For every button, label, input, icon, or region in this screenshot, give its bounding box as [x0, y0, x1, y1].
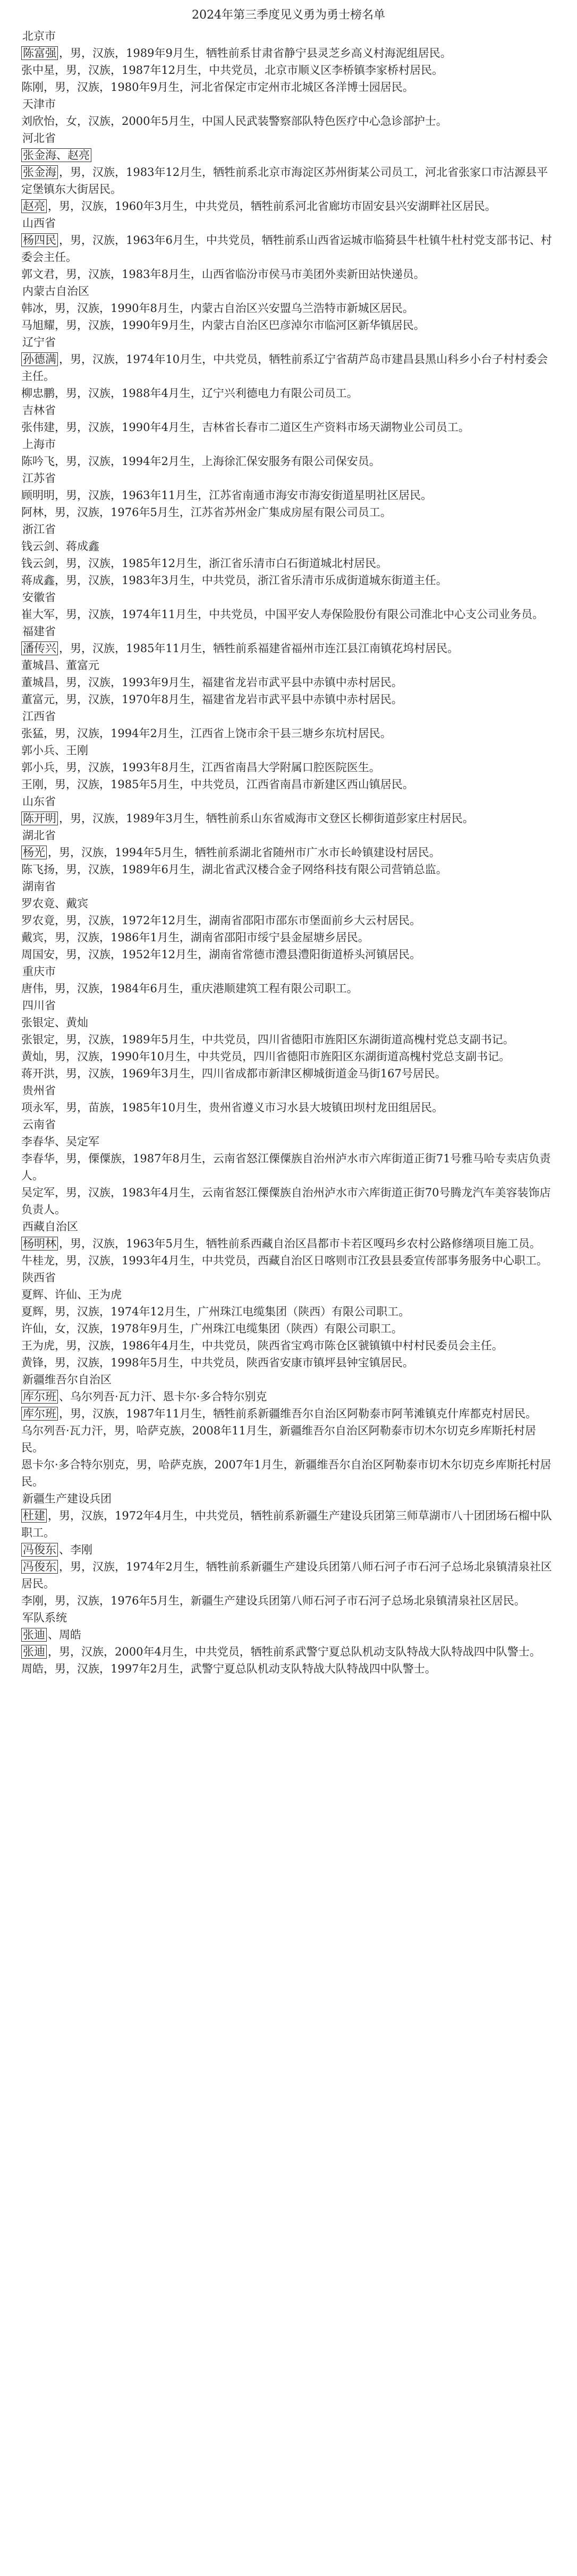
line-text: 张银定，男，汉族，1989年5月生，中共党员，四川省德阳市旌阳区东湖街道高槐村党总支副书记。 [21, 1033, 514, 1046]
region-heading [21, 1371, 556, 1388]
line-text: 韩冰，男，汉族，1990年8月生，内蒙古自治区兴安盟乌兰浩特市新城区居民。 [21, 302, 414, 315]
line-text: 陈刚，男，汉族，1980年9月生，河北省保定市定州市北城区各洋博士园居民。 [21, 81, 414, 94]
line-text: 张银定、黄灿 [21, 1016, 88, 1029]
line-text: 周皓，男，汉族，1997年2月生，武警宁夏总队机动支队特战大队特战四中队警士。 [21, 1662, 436, 1675]
line-text: 湖南省 [22, 880, 56, 893]
person-entry [21, 385, 556, 402]
person-entry [21, 606, 556, 623]
highlighted-name: 冯俊东 [21, 1560, 58, 1574]
person-entry [21, 1252, 556, 1269]
person-entry [21, 317, 556, 334]
line-text: 蒋成鑫，男，汉族，1983年3月生，中共党员，浙江省乐清市乐成街道城东街道主任。 [21, 574, 447, 587]
line-text: 内蒙古自治区 [22, 285, 89, 298]
person-entry [21, 1065, 556, 1082]
line-text: 柳忠鹏，男，汉族，1988年4月生，辽宁兴利德电力有限公司员工。 [21, 387, 358, 400]
line-text: 西藏自治区 [22, 1220, 78, 1233]
line-text: 黄灿，男，汉族，1990年10月生，中共党员，四川省德阳市旌阳区东湖街道高槐村党总支副书记。 [21, 1050, 511, 1063]
line-text: 四川省 [22, 999, 56, 1012]
person-entry [21, 674, 556, 691]
person-entry [21, 912, 556, 929]
person-entry [21, 487, 556, 504]
person-entry [21, 810, 556, 827]
highlighted-name: 赵亮 [21, 199, 47, 213]
line-text: ，男，汉族，1974年10月生，中共党员，牺牲前系辽宁省葫芦岛市建昌县黑山科乡小台子村村委会主任。 [21, 353, 548, 383]
line-text: 云南省 [22, 1118, 56, 1131]
line-text: 辽宁省 [22, 336, 56, 349]
person-entry [21, 1558, 556, 1592]
region-heading [21, 283, 556, 300]
person-entry [21, 453, 556, 470]
region-heading [21, 1490, 556, 1507]
person-entry [21, 351, 556, 385]
person-entry [21, 419, 556, 436]
person-entry [21, 946, 556, 963]
region-heading [21, 470, 556, 487]
line-text: 钱云剑，男，汉族，1985年12月生，浙江省乐清市白石街道城北村居民。 [21, 557, 388, 570]
highlighted-name: 孙德满 [21, 352, 58, 366]
line-text: 董城昌，男，汉族，1993年9月生，福建省龙岩市武平县中赤镇中赤村居民。 [21, 676, 403, 689]
line-text: 恩卡尔·多合特尔别克，男，哈萨克族，2007年1月生，新疆维吾尔自治区阿勒泰市切木尔切克乡库斯托村居民。 [21, 1458, 551, 1488]
region-heading [21, 589, 556, 606]
line-text: 李刚，男，汉族，1976年5月生，新疆生产建设兵团第八师石河子市石河子总场北泉镇清泉社区居民。 [21, 1594, 525, 1607]
region-heading [21, 793, 556, 810]
person-entry [21, 555, 556, 572]
line-text: 吉林省 [22, 404, 56, 417]
region-heading [21, 402, 556, 419]
highlighted-name: 张迪 [21, 1628, 47, 1642]
line-text: 浙江省 [22, 523, 56, 536]
person-entry [21, 844, 556, 861]
person-entry [21, 504, 556, 521]
line-text: 项永军，男，苗族，1985年10月生，贵州省遵义市习水县大坡镇田坝村龙田组居民。 [21, 1101, 444, 1114]
line-text: 乌尔列吾·瓦力汗，男，哈萨克族，2008年11月生，新疆维吾尔自治区阿勒泰市切木尔切克乡库斯托村居民。 [21, 1424, 536, 1454]
line-text: 郭文君，男，汉族，1983年8月生，山西省临汾市侯马市美团外卖新田站快递员。 [21, 268, 425, 281]
person-entry [21, 113, 556, 130]
line-text: ，男，汉族，1963年6月生，中共党员，牺牲前系山西省运城市临猗县牛杜镇牛杜村党支部书记、村委会主任。 [21, 234, 552, 264]
line-text: 北京市 [22, 30, 56, 43]
person-entry [21, 1592, 556, 1609]
line-text: 李春华，男，傈僳族，1987年8月生，云南省怒江傈僳族自治州泸水市六库街道正街71号雅马哈专卖店负责人。 [21, 1152, 551, 1182]
line-text: 戴宾，男，汉族，1986年1月生，湖南省邵阳市绥宁县金屋塘乡居民。 [21, 931, 369, 944]
line-text: 江西省 [22, 710, 56, 723]
group-heading [21, 742, 556, 759]
highlighted-name: 杨明林 [21, 1237, 58, 1251]
line-text: 董城昌、董富元 [21, 659, 99, 672]
person-entry [21, 300, 556, 317]
region-heading [21, 1082, 556, 1099]
region-heading [21, 521, 556, 538]
person-entry [21, 1184, 556, 1218]
group-heading [21, 1626, 556, 1643]
line-text: 天津市 [22, 98, 56, 111]
line-text: 张伟建，男，汉族，1990年4月生，吉林省长春市二道区生产资料市场天湖物业公司员工。 [21, 421, 470, 434]
line-text: 陈飞扬，男，汉族，1989年6月生，湖北省武汉楼合金子网络科技有限公司营销总监。 [21, 863, 447, 876]
line-text: 钱云剑、蒋成鑫 [21, 540, 99, 553]
highlighted-name: 冯俊东 [21, 1543, 58, 1557]
group-heading [21, 657, 556, 674]
line-text: 夏辉、许仙、王为虎 [21, 1288, 122, 1301]
person-entry [21, 1303, 556, 1320]
person-entry [21, 266, 556, 283]
highlighted-name: 库尔班 [21, 1390, 58, 1404]
person-entry [21, 929, 556, 946]
line-text: 周国安，男，汉族，1952年12月生，湖南省常德市澧县澧阳街道桥头河镇居民。 [21, 948, 421, 961]
person-entry [21, 861, 556, 878]
person-entry [21, 1337, 556, 1354]
line-text: 吴定军，男，汉族，1983年4月生，云南省怒江傈僳族自治州泸水市六库街道正街70号腾龙汽车美容装饰店负责人。 [21, 1186, 551, 1216]
person-entry [21, 45, 556, 62]
highlighted-name: 杨光 [21, 846, 47, 859]
line-text: 刘欣怡，女，汉族，2000年5月生，中国人民武装警察部队特色医疗中心急诊部护士。 [21, 115, 447, 128]
region-heading [21, 1116, 556, 1133]
region-heading [21, 96, 556, 113]
line-text: 张中星，男，汉族，1987年12月生，中共党员，北京市顺义区李桥镇李家桥村居民。 [21, 64, 444, 77]
region-heading [21, 708, 556, 725]
line-text: 郭小兵、王刚 [21, 744, 88, 757]
person-entry [21, 79, 556, 96]
line-text: ，男，汉族，1989年3月生，牺牲前系山东省威海市文登区长柳街道彭家庄村居民。 [59, 812, 474, 825]
highlighted-name: 陈开明 [21, 812, 58, 825]
person-entry [21, 1031, 556, 1048]
person-entry [21, 776, 556, 793]
highlighted-name: 库尔班 [21, 1407, 58, 1421]
highlighted-name: 张迪 [21, 1645, 47, 1659]
person-entry [21, 1235, 556, 1252]
line-text: 夏辉，男，汉族，1974年12月生，广州珠江电缆集团（陕西）有限公司职工。 [21, 1305, 410, 1318]
line-text: 马旭耀，男，汉族，1990年9月生，内蒙古自治区巴彦淖尔市临河区新华镇居民。 [21, 319, 425, 332]
group-heading [21, 1388, 556, 1405]
region-heading [21, 215, 556, 232]
group-heading [21, 1286, 556, 1303]
line-text: 王刚，男，汉族，1985年5月生，中共党员，江西省南昌市新建区西山镇居民。 [21, 778, 414, 791]
line-text: 河北省 [22, 132, 56, 145]
person-entry [21, 1643, 556, 1660]
person-entry [21, 980, 556, 997]
line-text: 罗农竟，男，汉族，1972年12月生，湖南省邵阳市邵东市堡面前乡大云村居民。 [21, 914, 421, 927]
highlighted-name: 潘传兴 [21, 641, 58, 655]
line-text: 阿林，男，汉族，1976年5月生，江苏省苏州金广集成房屋有限公司员工。 [21, 506, 392, 519]
person-entry [21, 1405, 556, 1422]
line-text: 蒋开洪，男，汉族，1969年3月生，四川省成都市新津区柳城街道金马街167号居民。 [21, 1067, 446, 1080]
person-entry [21, 691, 556, 708]
line-text: 贵州省 [22, 1084, 56, 1097]
region-heading [21, 1218, 556, 1235]
honor-list [21, 28, 556, 1677]
region-heading [21, 436, 556, 453]
line-text: 、周皓 [48, 1628, 81, 1641]
line-text: 新疆维吾尔自治区 [22, 1373, 112, 1386]
line-text: 董富元，男，汉族，1970年8月生，福建省龙岩市武平县中赤镇中赤村居民。 [21, 693, 403, 706]
person-entry [21, 1048, 556, 1065]
person-entry [21, 198, 556, 215]
person-entry [21, 1422, 556, 1456]
line-text: 张猛，男，汉族，1994年2月生，江西省上饶市余干县三塘乡东坑村居民。 [21, 727, 392, 740]
line-text: ，男，汉族，1963年5月生，牺牲前系西藏自治区昌都市卡若区嘎玛乡农村公路修缮项目施工员。 [59, 1237, 541, 1250]
line-text: 新疆生产建设兵团 [22, 1492, 112, 1505]
region-heading [21, 623, 556, 640]
line-text: 、李刚 [59, 1543, 92, 1556]
line-text: 重庆市 [22, 965, 56, 978]
line-text: ，男，汉族，1972年4月生，中共党员，牺牲前系新疆生产建设兵团第三师草湖市八十团团场石榴中队职工。 [21, 1509, 552, 1539]
group-heading [21, 1541, 556, 1558]
line-text: 王为虎，男，汉族，1986年4月生，中共党员，陕西省宝鸡市陈仓区虢镇镇中村村民委员会主任。 [21, 1339, 503, 1352]
line-text: 郭小兵，男，汉族，1993年8月生，江西省南昌大学附属口腔医院医生。 [21, 761, 380, 774]
highlighted-name: 张金海 [21, 165, 58, 179]
group-heading [21, 147, 556, 164]
region-heading [21, 963, 556, 980]
line-text: 许仙，女，汉族，1978年9月生，广州珠江电缆集团（陕西）有限公司职工。 [21, 1322, 403, 1335]
group-heading [21, 1133, 556, 1150]
line-text: 湖北省 [22, 829, 56, 842]
group-heading [21, 538, 556, 555]
line-text: 山西省 [22, 217, 56, 230]
person-entry [21, 1354, 556, 1371]
line-text: 山东省 [22, 795, 56, 808]
person-entry [21, 1660, 556, 1677]
line-text: ，男，汉族，1989年9月生，牺牲前系甘肃省静宁县灵芝乡高义村海泥组居民。 [59, 47, 452, 60]
person-entry [21, 725, 556, 742]
region-heading [21, 997, 556, 1014]
region-heading [21, 334, 556, 351]
person-entry [21, 1507, 556, 1541]
person-entry [21, 164, 556, 198]
document-title: 2024年第三季度见义勇为勇士榜名单 [192, 9, 385, 22]
person-entry [21, 1099, 556, 1116]
line-text: 顾明明，男，汉族，1963年11月生，江苏省南通市海安市海安街道星明社区居民。 [21, 489, 432, 502]
line-text: 福建省 [22, 625, 56, 638]
line-text: ，男，汉族，1983年12月生，牺牲前系北京市海淀区苏州街某公司员工，河北省张家口市沽源县平定堡镇东大街居民。 [21, 166, 548, 196]
region-heading [21, 878, 556, 895]
highlighted-name: 张金海、赵亮 [21, 148, 91, 162]
region-heading [21, 1609, 556, 1626]
line-text: 军队系统 [22, 1611, 67, 1624]
line-text: 陕西省 [22, 1271, 56, 1284]
person-entry [21, 62, 556, 79]
line-text: 罗农竟、戴宾 [21, 897, 88, 910]
highlighted-name: 杜建 [21, 1509, 47, 1523]
region-heading [21, 130, 556, 147]
group-heading [21, 895, 556, 912]
line-text: ，男，汉族，1974年2月生，牺牲前系新疆生产建设兵团第八师石河子市石河子总场北泉镇清泉社区居民。 [21, 1560, 552, 1590]
line-text: ，男，汉族，1985年11月生，牺牲前系福建省福州市连江县江南镇花坞村居民。 [59, 642, 459, 655]
person-entry [21, 1456, 556, 1490]
person-entry [21, 1150, 556, 1184]
line-text: 陈吟飞，男，汉族，1994年2月生，上海徐汇保安服务有限公司保安员。 [21, 455, 380, 468]
region-heading [21, 827, 556, 844]
line-text: 安徽省 [22, 591, 56, 604]
highlighted-name: 杨四民 [21, 233, 58, 247]
person-entry [21, 572, 556, 589]
line-text: ，男，汉族，1994年5月生，牺牲前系湖北省随州市广水市长岭镇建设村居民。 [48, 846, 440, 859]
line-text: 、乌尔列吾·瓦力汗、恩卡尔·多合特尔别克 [59, 1390, 267, 1403]
line-text: ，男，汉族，1987年11月生，牺牲前系新疆维吾尔自治区阿勒泰市阿苇滩镇克什库都克村居民。 [59, 1407, 537, 1420]
line-text: 黄锋，男，汉族，1998年5月生，中共党员，陕西省安康市镇坪县钟宝镇居民。 [21, 1356, 414, 1369]
line-text: 江苏省 [22, 472, 56, 485]
region-heading [21, 1269, 556, 1286]
line-text: 李春华、吴定军 [21, 1135, 99, 1148]
line-text: ，男，汉族，2000年4月生，中共党员，牺牲前系武警宁夏总队机动支队特战大队特战四中队警士。 [48, 1645, 541, 1658]
line-text: 上海市 [22, 438, 56, 451]
line-text: 崔大军，男，汉族，1974年11月生，中共党员，中国平安人寿保险股份有限公司淮北中心支公司业务员。 [21, 608, 544, 621]
line-text: 牛桂龙，男，汉族，1993年4月生，中共党员，西藏自治区日喀则市江孜县县委宣传部事务服务中心职工。 [21, 1254, 548, 1267]
person-entry [21, 759, 556, 776]
person-entry [21, 1320, 556, 1337]
person-entry [21, 640, 556, 657]
line-text: ，男，汉族，1960年3月生，中共党员，牺牲前系河北省廊坊市固安县兴安湖畔社区居民。 [48, 200, 496, 213]
line-text: 唐伟，男，汉族，1984年6月生，重庆港顺建筑工程有限公司职工。 [21, 982, 358, 995]
highlighted-name: 陈富强 [21, 46, 58, 60]
region-heading [21, 28, 556, 45]
group-heading [21, 1014, 556, 1031]
person-entry [21, 232, 556, 266]
